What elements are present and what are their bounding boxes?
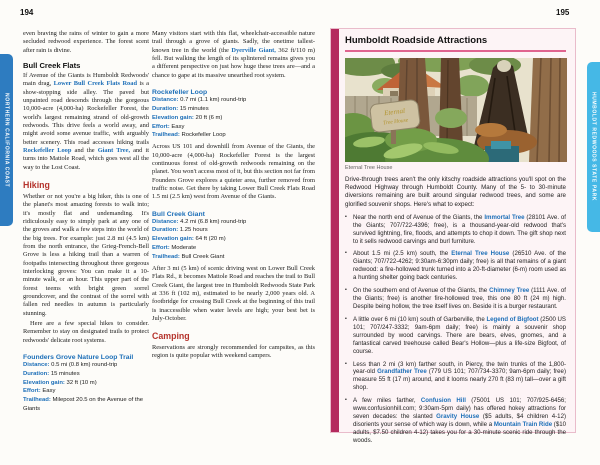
trail-stat-duration: Duration: 15 minutes: [152, 105, 209, 112]
trail-stat-distance: Distance: 0.7 mi (1.1 km) round-trip: [152, 96, 247, 103]
section-tab-humboldt-redwoods-state-park: HUMBOLDT REDWOODS STATE PARK: [587, 62, 600, 232]
sign-text-line2: Tree House: [382, 117, 409, 127]
body-paragraph: Here are a few special hikes to consider. Remember to stay on designated trails to protect redwoods' delicate root systems.: [23, 319, 149, 344]
body-paragraph: Many visitors start with this flat, wheelchair-accessible nature trail through a grove of giants. Sadly, the onetime tallest-known tree in the world (the Dyerville Giant, 362 ft/110 m) fell. But walking the length of its splintered remains gives you a different perspective on just how huge these trees are—and a chance to gape at its massive unearthed root system.: [152, 30, 315, 79]
bullet-item-eternal-tree-house: ▪ About 1.5 mi (2.5 km) south, the Eternal Tree House (26510 Ave. of the Giants; 707/722-4262; 9:30am-6:30pm daily; free) is all that remains of a giant redwood: a fire-hollowed trunk turned into a 20-ft-diameter (6-m) room used as a hunting shelter going back centuries.: [345, 250, 566, 282]
heading-camping: Camping: [152, 331, 190, 342]
trail-stat-effort: Effort: Easy: [23, 388, 56, 395]
trail-stat-trailhead: Trailhead: Rockefeller Loop: [152, 132, 226, 139]
bullet-item-confusion-hill: ▪ A few miles farther, Confusion Hill (75001 US 101; 707/925-6456; www.confusionhill.com; 9:30am-5pm daily) has offered hokey attractions for seven decades: the slanted Gravity House ($5 adults, $4 children 4-12) disorients your sense of which way is down, while a Mountain Train Ride ($10 adults, $7.50 children 4-12) takes you for a 30-minute scenic ride through the woods.: [345, 397, 566, 445]
feature-box-title-rule: [345, 50, 566, 52]
sign-text-line1: Eternal: [383, 106, 406, 118]
body-paragraph: even braving the rains of winter to gain a more secluded redwood experience. The forest scent after rain is divine.: [23, 30, 149, 54]
heading-hiking: Hiking: [23, 179, 50, 190]
feature-box-bullet-list: [345, 214, 566, 445]
trail-heading-bull-creek-giant: Bull Creek Giant: [152, 210, 205, 218]
left-page-column-2: [152, 30, 315, 465]
trail-stat-distance: Distance: 4.2 mi (6.8 km) round-trip: [152, 218, 247, 225]
trail-stat-elevation: Elevation gain: 20 ft (6 m): [152, 114, 223, 121]
feature-box-intro: Drive-through trees aren't the only kitschy roadside attractions you'll spot on the Redwood Highway through Humboldt County. Many of the 5- to 30-minute diversions remaining are built around singular redwood trees, and some are glorified souvenir shops. Here's what to expect:: [345, 176, 566, 208]
bullet-item-legend-of-bigfoot: ▪ A little over 6 mi (10 km) south of Garberville, the Legend of Bigfoot (2500 US 101; 707/247-3332; 9am-6pm daily; free) is mainly a souvenir shop surrounded by wood carvings. There are bears, elves, gnomes, and a fantastical carved treehouse called Bear's Hollow—plus a life-size Bigfoot, of course.: [345, 316, 566, 356]
feature-box-title: Humboldt Roadside Attractions: [345, 35, 488, 46]
body-paragraph: Whether or not you're a big hiker, this is one of the planet's most amazing forests to walk into; it's mostly flat and undemanding. It's ridiculously easy to simply park at any one of the groves and walk a few steps into the world of the big trees. For example: just 2.8 mi (4.5 km) from the north entrance, the Grieg-French-Bell Grove is less a hiking trail than a warren of footpaths intersecting throughout three gorgeous interlocking groves: You can make it a 10-minute walk, or an hour. This upper part of the forest teems with bright green sorrel groundcover, and the contrast of the sorrel with fallen red needles in autumn is particularly stunning.: [23, 192, 149, 317]
trail-stat-duration: Duration: 1.25 hours: [152, 227, 208, 234]
trail-stat-trailhead: Trailhead: Milepost 20.5 on the Avenue of the Giants: [23, 397, 144, 413]
bullet-item-grandfather-tree: ▪ Less than 2 mi (3 km) farther south, in Piercy, the twin trunks of the 1,800-year-old Grandfather Tree (779 US 101; 707/734-3370; 9am-6pm daily; free) measure 55 ft (17 m) around, and it looms nearly 270 ft (83 m) tall—over a gift shop.: [345, 361, 566, 393]
feature-box-accent-bar: [331, 29, 339, 432]
left-page-column-1: [23, 30, 149, 465]
photo-caption: Eternal Tree House: [345, 165, 393, 171]
page-number-left: 194: [20, 8, 34, 17]
trail-stat-effort: Effort: Easy: [152, 123, 185, 130]
trail-stat-elevation: Elevation gain: 32 ft (10 m): [23, 379, 97, 386]
trail-stat-elevation: Elevation gain: 64 ft (20 m): [152, 236, 226, 243]
trail-stat-trailhead: Trailhead: Bull Creek Giant: [152, 254, 225, 260]
eternal-tree-house-sign: [369, 99, 420, 133]
trail-heading-rockefeller-loop: Rockefeller Loop: [152, 88, 208, 96]
page-number-right: 195: [556, 8, 570, 17]
subheading-bull-creek-flats: Bull Creek Flats: [23, 60, 81, 70]
body-paragraph: Reservations are strongly recommended for campsites, as this region is quite popular with weekend campers.: [152, 344, 315, 360]
bullet-item-chimney-tree: ▪ On the southern end of Avenue of the Giants, the Chimney Tree (1111 Ave. of the Giants; free) is another fire-hollowed tree, this one 80 ft (24 m) high. Despite being hollow, the tree itself lives on. Beside it is a burger restaurant.: [345, 287, 566, 311]
bullet-item-immortal-tree: ▪ Near the north end of Avenue of the Giants, the Immortal Tree (28101 Ave. of the Giants; 707/722-4396; free), is a thousand-year-old redwood that's survived lightning, fire, floods, and attempts to chop it down. The gift shop next to it sells redwood carvings and burl furniture.: [345, 214, 566, 246]
trail-stat-distance: Distance: 0.5 mi (0.8 km) round-trip: [23, 361, 118, 368]
body-paragraph: After 3 mi (5 km) of scenic driving west on Lower Bull Creek Flats Rd., it becomes Mattole Road and reaches the trail to Bull Creek Giant, the largest tree in Humboldt Redwoods State Park at 336 ft (102 m), estimated to be nearly 2,000 years old. A footbridge for crossing Bull Creek at the beginning of this trail is inaccessible when water levels are high; your best bet is July-October.: [152, 264, 315, 322]
eternal-tree-house-photo: [345, 58, 567, 162]
trail-stat-duration: Duration: 15 minutes: [23, 370, 80, 377]
sidebar-feature-box: [330, 28, 576, 444]
trail-stat-effort: Effort: Moderate: [152, 245, 197, 252]
body-paragraph: Across US 101 and downhill from Avenue of the Giants, the 10,000-acre (4,000-ha) Rockefeller Forest is the largest continuous forest of old-growth redwoods remaining on the planet. You won't access most of it, but this section not far from Founders Grove explores a quieter area, further removed from traffic noise. Get there by taking Lower Bull Creek Flats Road 1.5 mi (2.5 km) west from Avenue of the Giants.: [152, 143, 315, 201]
body-paragraph: If Avenue of the Giants is Humboldt Redwoods' main drag, Lower Bull Creek Flats Road is a show-stopping side alley. The paved but unpainted road descends through the gorgeous 10,000-acre (4,000-ha) Rockefeller Forest, the world's largest remaining strand of old-growth redwoods. This drive feels a world away, and might avoid some avenue traffic, with arguably better scenery. This road accesses hiking trails Rockefeller Loop and the Giant Tree, and it turns into Mattole Road, which goes west all the way to the Lost Coast.: [23, 71, 149, 171]
chapter-tab-northern-california-coast: NORTHERN CALIFORNIA COAST: [0, 54, 13, 226]
trail-heading-founders-grove: Founders Grove Nature Loop Trail: [23, 353, 134, 361]
